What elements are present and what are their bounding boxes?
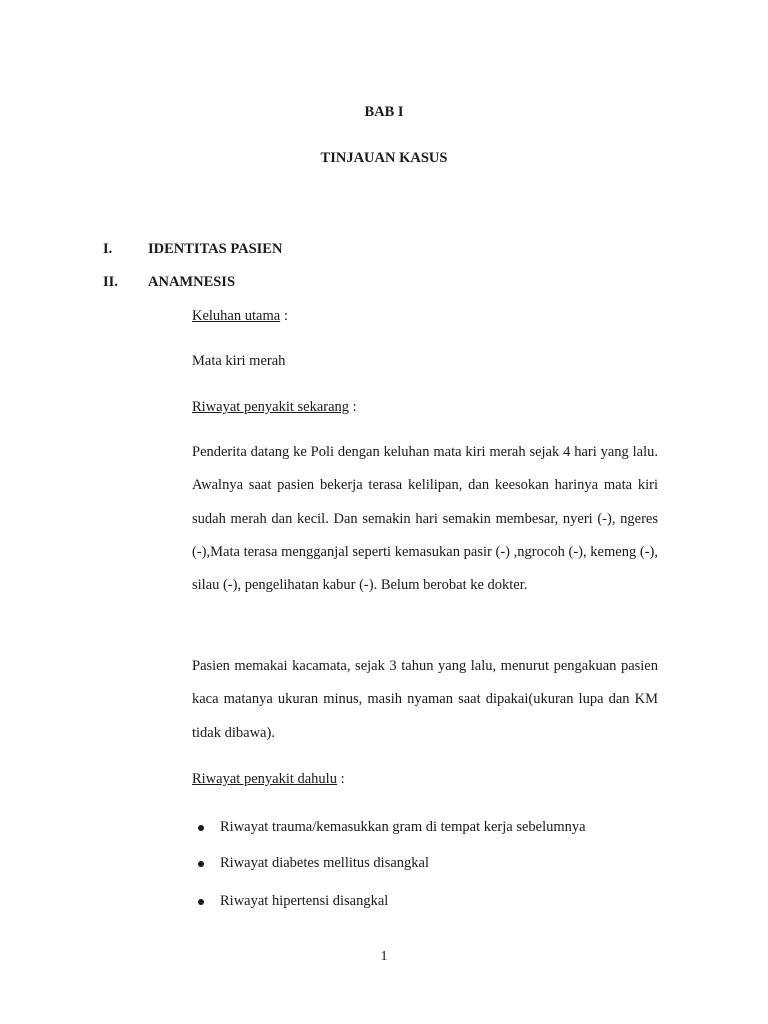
rps-label: Riwayat penyakit sekarang [192,399,350,415]
rps-paragraph-2: Pasien memakai kacamata, sejak 3 tahun yang lalu, menurut pengakuan pasien kaca matanya ukuran minus, masih nyaman saat dipakai(ukuran lupa dan KM tidak dibawa). [192,658,658,741]
bullet-icon [198,861,204,867]
list-item [192,855,429,872]
keluhan-utama-label-line [192,308,288,325]
list-item [192,819,586,836]
section-number-2: II. [103,274,118,290]
section-number-1: I. [103,241,113,257]
keluhan-colon: : [280,308,288,324]
rpd-item-text: Riwayat trauma/kemasukkan gram di tempat kerja sebelumnya [220,819,586,835]
list-item [192,893,388,910]
section-heading-anamnesis: ANAMNESIS [148,274,236,290]
rpd-label: Riwayat penyakit dahulu [192,771,337,787]
page-number: 1 [380,949,388,964]
rpd-label-line [192,771,345,788]
bullet-icon [198,899,204,905]
rpd-item-text: Riwayat diabetes mellitus disangkal [220,855,429,871]
chapter-title: BAB I [364,104,404,120]
rpd-colon: : [336,771,345,787]
keluhan-utama-label: Keluhan utama [192,308,281,324]
rps-colon: : [349,399,357,415]
section-heading-identitas: IDENTITAS PASIEN [148,241,283,257]
keluhan-utama-value: Mata kiri merah [192,353,286,369]
bullet-icon [198,825,204,831]
rpd-item-text: Riwayat hipertensi disangkal [220,893,389,909]
rps-label-line [192,399,357,416]
rps-paragraph-1: Penderita datang ke Poli dengan keluhan mata kiri merah sejak 4 hari yang lalu. Awalnya saat pasien bekerja terasa kelilipan, dan keesokan harinya mata kiri sudah merah dan kecil. Dan semakin hari semakin membesar, nyeri (-), ngeres (-),Mata terasa mengganjal seperti kemasukan pasir (-) ,ngrocoh (-), kemeng (-), silau (-), pengelihatan kabur (-). Belum berobat ke dokter. [192,444,658,594]
chapter-subtitle: TINJAUAN KASUS [320,150,448,166]
